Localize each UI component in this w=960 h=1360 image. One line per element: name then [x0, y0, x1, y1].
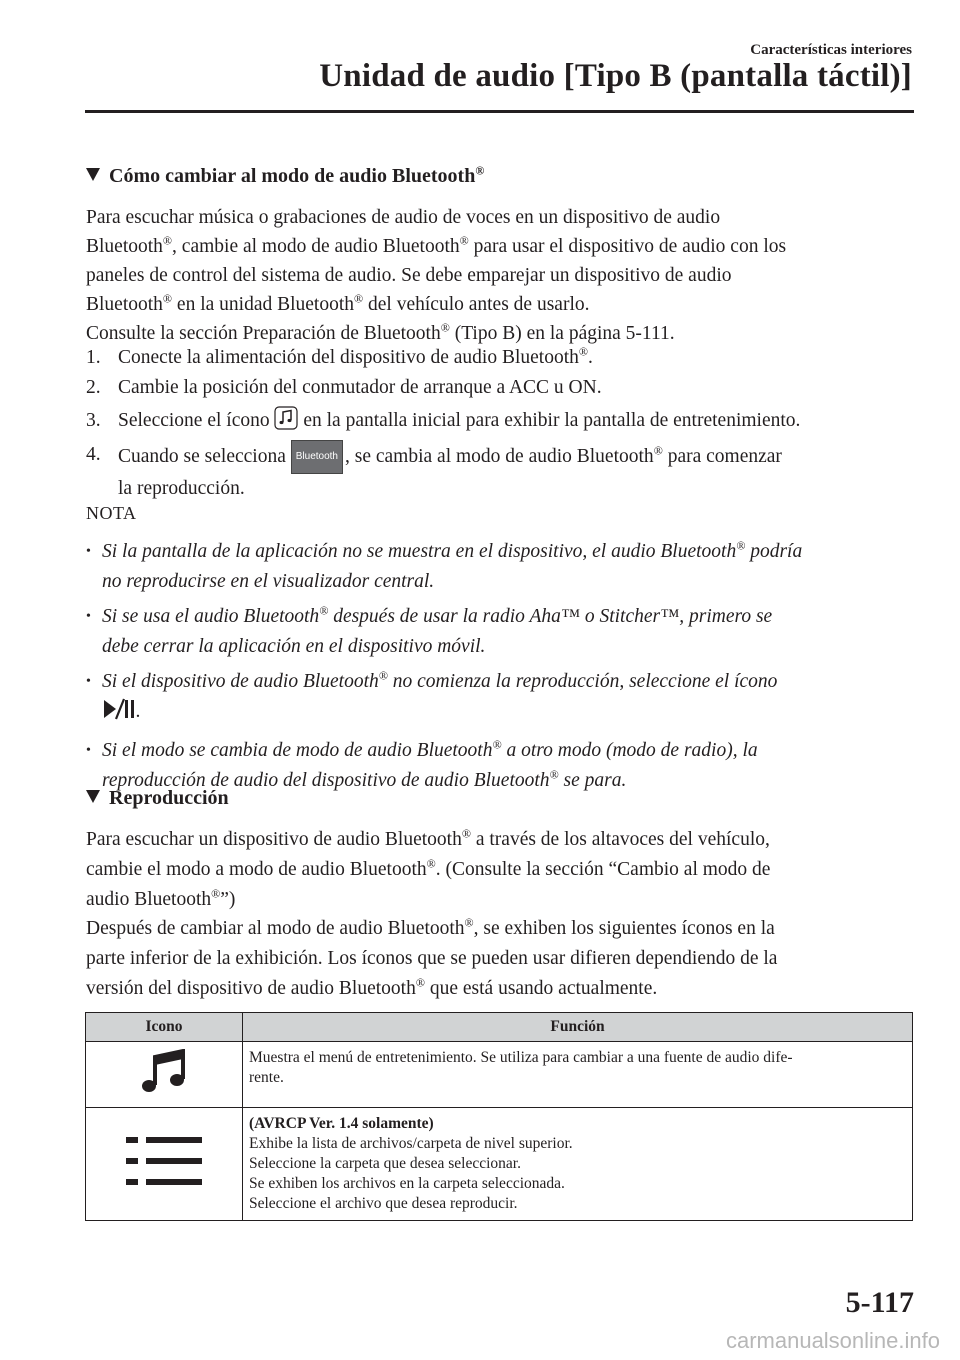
list-item: • Si se usa el audio Bluetooth® después de usar la radio Aha™ o Stitcher™, primero se debe cerrar la aplicación en el dispositivo móvil.: [86, 603, 773, 657]
triangle-marker-icon: [86, 168, 100, 181]
intro-line: Consulte la sección Preparación de Bluetooth® (Tipo B) en la página 5-111.: [86, 320, 675, 344]
function-text: Seleccione el archivo que desea reproducir.: [249, 1195, 518, 1212]
intro-line: Bluetooth® en la unidad Bluetooth® del vehículo antes de usarlo.: [86, 291, 590, 315]
list-item: 2. Cambie la posición del conmutador de arranque a ACC u ON.: [86, 377, 602, 398]
section-heading-reproduccion: Reproducción: [86, 787, 229, 810]
column-header-icon: Icono: [86, 1013, 243, 1042]
list-item: • Si el modo se cambia de modo de audio Bluetooth® a otro modo (modo de radio), la reproducción de audio del dispositivo de audio Bluetooth® se para.: [86, 737, 758, 791]
triangle-marker-icon: [86, 790, 100, 803]
function-heading: (AVRCP Ver. 1.4 solamente): [249, 1115, 434, 1132]
header-rule: [85, 110, 914, 113]
play-pause-icon: [102, 697, 136, 731]
column-header-function: Función: [243, 1013, 913, 1042]
page-title: Unidad de audio [Tipo B (pantalla táctil)]: [319, 58, 912, 94]
function-text: Seleccione la carpeta que desea seleccionar.: [249, 1155, 521, 1172]
list-item: 1. Conecte la alimentación del dispositivo de audio Bluetooth®.: [86, 344, 593, 368]
table-header-row: [86, 1013, 913, 1042]
function-text: Muestra el menú de entretenimiento. Se utiliza para cambiar a una fuente de audio dife-: [249, 1049, 793, 1066]
reproduccion-paragraph-1: Para escuchar un dispositivo de audio Bluetooth® a través de los altavoces del vehículo, cambie el modo a modo de audio Bluetooth®. (Consulte la sección “Cambio al modo de audio Bluetooth®”): [86, 826, 771, 910]
function-text: rente.: [249, 1069, 284, 1086]
list-item: 3. Seleccione el ícono en la pantalla inicial para exhibir la pantalla de entretenimiento.: [86, 406, 926, 440]
section-heading-bluetooth: Cómo cambiar al modo de audio Bluetooth®: [86, 165, 484, 188]
intro-line: Para escuchar música o grabaciones de audio de voces en un dispositivo de audio: [86, 207, 721, 228]
section-label: Características interiores: [750, 42, 912, 58]
function-text: Se exhiben los archivos en la carpeta seleccionada.: [249, 1175, 565, 1192]
function-text: Exhibe la lista de archivos/carpeta de nivel superior.: [249, 1135, 573, 1152]
note-title: NOTA: [86, 503, 137, 523]
intro-line: Bluetooth®, cambie al modo de audio Bluetooth® para usar el dispositivo de audio con los: [86, 233, 787, 257]
intro-paragraph: [86, 203, 926, 348]
icon-function-table: [85, 1012, 913, 1221]
page-number: 5-117: [845, 1286, 914, 1319]
list-item: 4. Cuando se selecciona Bluetooth , se cambia al modo de audio Bluetooth® para comenzar la reproducción.: [86, 440, 926, 504]
table-row: [86, 1042, 913, 1108]
music-note-icon: [274, 406, 298, 440]
table-row: [86, 1108, 913, 1221]
bluetooth-button-icon: Bluetooth: [291, 440, 343, 474]
steps-list: [86, 343, 926, 504]
list-icon: [124, 1176, 204, 1193]
notes-list: [86, 537, 926, 801]
list-item: • Si la pantalla de la aplicación no se muestra en el dispositivo, el audio Bluetooth® podría no reproducirse en el visualizador central.: [86, 538, 803, 592]
list-item: • Si el dispositivo de audio Bluetooth® no comienza la reproducción, seleccione el ícono .: [86, 667, 926, 731]
reproduccion-paragraph-2: Después de cambiar al modo de audio Bluetooth®, se exhiben los siguientes íconos en la parte inferior de la exhibición. Los íconos que se pueden usar difieren dependiendo de la versión del dispositivo de audio Bluetooth® que está usando actualmente.: [86, 915, 778, 999]
watermark: carmanualsonline.info: [725, 1328, 940, 1353]
music-note-icon: [139, 1082, 189, 1099]
intro-line: paneles de control del sistema de audio. Se debe emparejar un dispositivo de audio: [86, 265, 732, 286]
